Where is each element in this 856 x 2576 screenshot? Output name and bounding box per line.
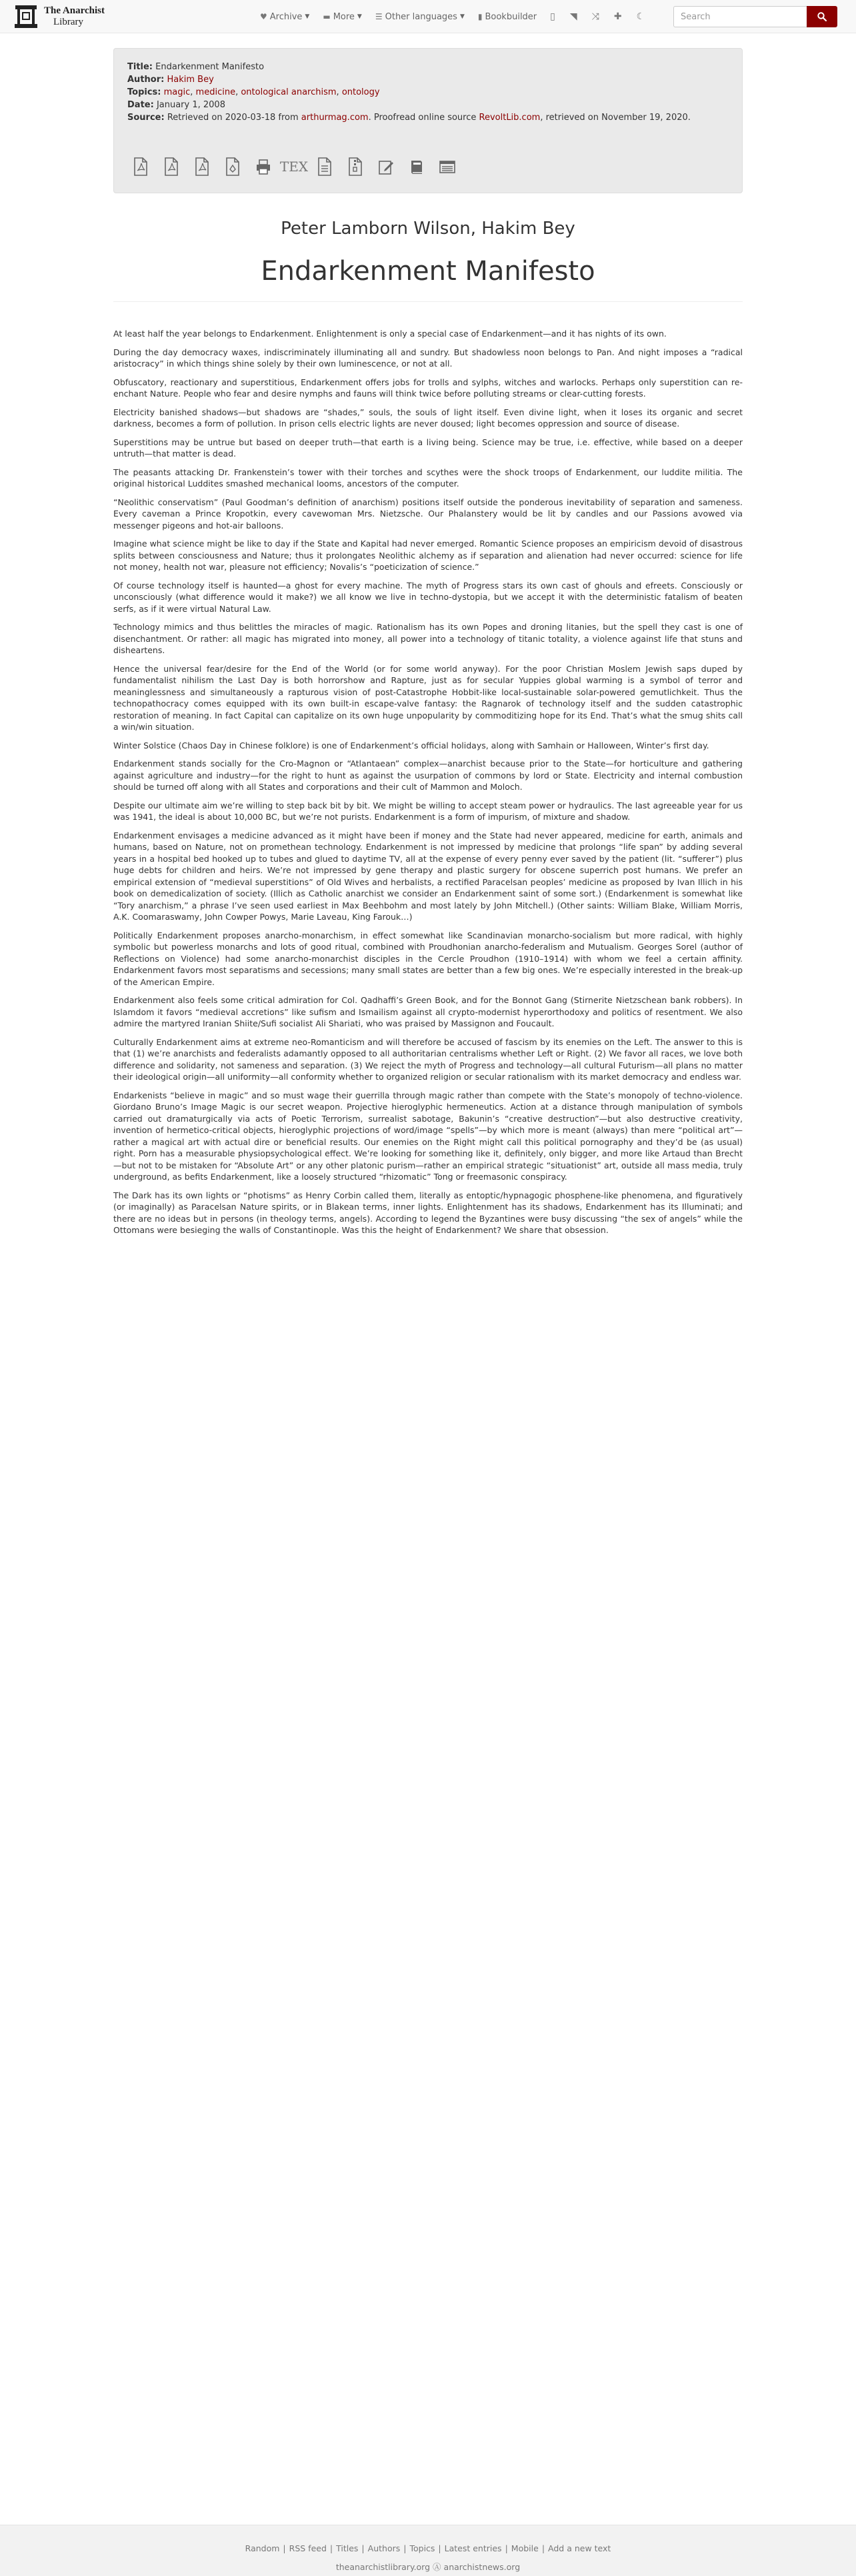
minus-icon: ▬ <box>323 12 331 21</box>
footer-sites <box>0 2561 856 2573</box>
epub-download[interactable] <box>223 157 243 177</box>
author-link[interactable]: Hakim Bey <box>167 75 214 85</box>
book-icon <box>409 157 425 176</box>
a4-pdf-download[interactable] <box>161 157 181 177</box>
paragraph: Culturally Endarkenment aims at extreme neo-Romanticism and will therefore be accused of fascism by its enemies on the Left. The answer to this is that (1) we’re anarchists and federalists adamantly opposed to all authoritarian centralisms whether Left or Right. (2) We favor all races, we love both difference and solidarity, not sameness and separation. (3) We reject the myth of Progress and technology—all cultural Futurism—all plans no matter their ideological origin—all uniformity—all conformity whether to organized religion or secular rationalism with its market democracy and endless war. <box>113 1036 743 1082</box>
paragraph: Of course technology itself is haunted—a ghost for every machine. The myth of Progress stars its own cast of ghouls and efreets. Consciously or unconsciously (what difference would it make?) we all know we live in techno-dystopia, but we accept it with the deterministic fatalism of beaten serfs, as if it were virtual Natural Law. <box>113 580 743 614</box>
meta-source <box>127 111 729 124</box>
paragraph: Endarkenment envisages a medicine advanced as it might have been if money and the State had never appeared, medicine for earth, animals and humans, based on Nature, not on promethean technology. Endarkenment is not impressed by medicine that prolongs “life span” by adding several years in a hospital bed hooked up to tubes and glued to daytime TV, all at the expense of every penny ever saved by the patient (lit. “sufferer”) plus huge debts for children and heirs. We’re not impressed by gene therapy and plastic surgery for obscene superrich post humans. We prefer an empirical extension of “medieval superstitions” of Old Wives and herbalists, a rectified Paracelsan peoples’ medicine as proposed by Ivan Illich in his book on demedicalization of society. (Illich as Catholic anarchist we consider an Endarkenment saint of some sort.) (Endarkenment is somewhat like “Tory anarchism,” a phrase I’ve seen used earliest in Max Beehbohm and most lately by John Mitchell.) (Other saints: William Blake, William Morris, A.K. Coomaraswamy, John Cowper Powys, Marie Laveau, King Farouk…) <box>113 830 743 922</box>
list-view-icon <box>439 157 455 176</box>
paragraph: Endarkenment also feels some critical admiration for Col. Qadhaffi’s Green Book, and for the Bonnot Gang (Stirnerite Nietzschean bank robbers). In Islamdom it favors “medieval accretions” like sufism and Ismailism against all crypto-modernist hyperorthodoxy and politics of resentment. We also admire the martyred Iranian Shiite/Sufi socialist Ali Shariati, who was praised by Massignon and Foucault. <box>113 995 743 1028</box>
nav-menu <box>260 0 659 33</box>
source-link-arthurmag[interactable]: arthurmag.com <box>301 113 369 123</box>
footer-link-add-text[interactable]: Add a new text <box>548 2543 611 2553</box>
epub-file-icon <box>225 157 241 176</box>
paragraph: At least half the year belongs to Endarkenment. Enlightenment is only a special case of Endarkenment—and it has nights of its own. <box>113 329 667 339</box>
paragraph: Winter Solstice (Chaos Day in Chinese folklore) is one of Endarkenment’s official holidays, along with Samhain or Halloween, Winter’s first day. <box>113 740 709 750</box>
print-button[interactable] <box>253 157 273 177</box>
anarchy-a-icon: Ⓐ <box>433 2562 441 2572</box>
date-value: January 1, 2008 <box>156 100 225 110</box>
title-label: Title: <box>127 62 153 72</box>
plain-text-download[interactable] <box>315 157 335 177</box>
source-suffix: , retrieved on November 19, 2020. <box>540 113 691 123</box>
topics-label: Topics: <box>127 87 161 97</box>
languages-menu[interactable] <box>375 12 465 22</box>
page-footer <box>0 2525 856 2576</box>
pdf-download[interactable] <box>131 157 151 177</box>
paragraph: Hence the universal fear/desire for the End of the World (or for some world anyway). For the poor Christian Moslem Jewish saps duped by fundamentalist nihilism the Last Day is both horrorshow and Rapture, just as for secular Yuppies global warming is a symbol of terror and meaninglessness and simultaneously a rapturous vision of post-Catastrophe Hobbit-like local-sustainable solar-powered gemutlichkeit. Thus the technopathocracy comes equipped with its own built-in escape-valve fantasy: the Ragnarok of technology itself and the sudden catastrophic restoration of meaning. In fact Capital can capitalize on its own huge unpopularity by commoditizing hope for its End. That’s what the smug shits call a win/win situation. <box>113 663 743 732</box>
paragraph: Politically Endarkenment proposes anarcho-monarchism, in effect somewhat like Scandinavian monarcho-socialism but more radical, with highly symbolic but powerless monarchs and lots of good ritual, combined with Proudhonian anarcho-federalism and Mutualism. Georges Sorel (author of Reflections on Violence) had some anarcho-monarchist disciples in the Cercle Proudhon (1910–1914) with whom we feel a certain affinity. Endarkenment favors most separatisms and secessions; many small states are better than a few big ones. We’re especially interested in the break-up of the American Empire. <box>113 930 743 987</box>
library-logo-icon <box>13 3 39 30</box>
meta-author <box>127 73 729 86</box>
search-button[interactable] <box>807 6 837 27</box>
source-link-revoltlib[interactable]: RevoltLib.com <box>479 113 541 123</box>
footer-link-topics[interactable]: Topics <box>409 2543 435 2553</box>
brand-line1: The Anarchist <box>44 5 105 16</box>
caret-down-icon: ▼ <box>357 13 362 20</box>
footer-link-latest[interactable]: Latest entries <box>444 2543 502 2553</box>
article-body <box>113 328 743 1243</box>
edit-pencil-icon <box>378 157 394 176</box>
text-info-panel <box>113 48 743 193</box>
source-zip-download[interactable] <box>345 157 365 177</box>
archive-label: Archive <box>269 11 303 22</box>
page-title: Endarkenment Manifesto <box>261 256 595 287</box>
footer-links <box>0 2543 856 2553</box>
search-form <box>673 6 837 27</box>
tex-icon: TEX <box>279 159 309 175</box>
source-prefix: Retrieved on 2020-03-18 from <box>167 113 301 123</box>
moon-icon[interactable]: ☾ <box>636 11 645 22</box>
paragraph: During the day democracy waxes, indiscriminately illuminating all and sundry. But shadowless noon belongs to Pan. And night imposes a “radical aristocracy” in which things shine solely by their own luminescence, or not at all. <box>113 347 743 369</box>
text-file-icon <box>317 157 333 176</box>
bookbuilder-link[interactable] <box>478 12 537 22</box>
footer-link-mobile[interactable]: Mobile <box>511 2543 539 2553</box>
footer-link-rss[interactable]: RSS feed <box>289 2543 327 2553</box>
search-input[interactable] <box>673 6 807 27</box>
tex-download[interactable] <box>279 157 309 177</box>
paragraph: The Dark has its own lights or “photisms” as Henry Corbin called them, literally as entoptic/hypnagogic phosphene-like phenomena, and figuratively (or imaginally) as Paracelsan Nature spirits, or in Blakean terms, inner lights. Enlightenment has its shadows, Endarkenment has its Illuminati; and there are no ideas but in persons (in theology terms, angels). According to legend the Byzantines were busy discussing “the sex of angels” while the Ottomans were besieging the walls of Constantinople. Was this the height of Endarkenment? We share that obsession. <box>113 1190 743 1235</box>
paragraph: The peasants attacking Dr. Frankenstein’s tower with their torches and scythes were the shock troops of Endarkenment, our luddite militia. The original historical Luddites smashed mechanical looms, ancestors of the computer. <box>113 467 743 489</box>
footer-separator: | <box>505 2543 508 2553</box>
meta-date <box>127 99 729 111</box>
paragraph: Endarkenists “believe in magic” and so must wage their guerrilla through magic rather than compete with the State’s monopoly of techno-violence. Giordano Bruno’s Image Magic is our secret weapon. Projective hieroglyphic hermeneutics. Action at a distance through manipulation of symbols carried out dramaturgically via acts of Poetic Terrorism, surrealist sabotage, Bakunin’s “creative destruction”—but also destructive creativity, invention of hermetico-critical objects, hieroglyphic projections of word/image “spells”—by which more is meant (always) than mere “political art”—rather a magical art with actual dire or beneficial results. Our enemies on the Right might call this political pornography and they’d be (as usual) right. Porn has a measurable physiopsychological effect. We’re looking for something like it, definitely, only bigger, and more like Artaud than Brecht—but not to be mistaken for “Absolute Art” or any other platonic purism—rather an empirical strategic “situationist” art, outside all mass media, truly underground, as befits Endarkenment, like a loosely structured “rhizomatic” Tong or freemasonic conspiracy. <box>113 1090 743 1182</box>
topic-link[interactable]: magic <box>163 87 191 97</box>
list-icon: ☰ <box>375 12 383 21</box>
download-icons <box>131 157 468 177</box>
top-navbar <box>0 0 856 33</box>
footer-site-library[interactable]: theanarchistlibrary.org <box>335 2562 431 2572</box>
archive-menu[interactable] <box>260 12 309 22</box>
paragraph: Imagine what science might be like to day if the State and Kapital had never emerged. Romantic Science proposes an empiricism devoid of disastrous splits between consciousness and Nature; thus it prolongates Neolithic alchemy as if separation and alienation had never occurred: science for life not money, health not war, pleasure not efficiency; Novalis’s “poeticization of science.” <box>113 539 743 572</box>
more-menu[interactable] <box>323 12 362 22</box>
topic-link[interactable]: , ontological anarchism <box>235 87 336 97</box>
footer-link-random[interactable]: Random <box>245 2543 280 2553</box>
heart-icon: ♥ <box>260 12 267 21</box>
caret-down-icon: ▼ <box>459 13 465 20</box>
book-icon: ▮ <box>477 12 483 21</box>
pdf-file-icon <box>133 157 149 176</box>
edit-button[interactable] <box>376 157 396 177</box>
title-value: Endarkenment Manifesto <box>155 62 265 72</box>
paragraph: Endarkenment stands socially for the Cro-Magnon or “Atlantaean” complex—anarchist because prior to the State—for horticulture and gathering against agriculture and industry—for the right to hunt as against the usurpation of commons by lord or State. Electricity and internal combustion should be turned off along with all States and corporations and their cult of Mammon and Moloch. <box>113 758 743 792</box>
view-html[interactable] <box>437 157 457 177</box>
letter-pdf-download[interactable] <box>192 157 212 177</box>
languages-label: Other languages <box>385 11 457 22</box>
pdf-a4-file-icon <box>163 157 179 176</box>
topic-link[interactable]: , medicine <box>190 87 235 97</box>
paragraph: Technology mimics and thus belittles the miracles of magic. Rationalism has its own Popes and droning litanies, but the spell they cast is one of disenchantment. Or rather: all magic has migrated into money, all power into a technology of titanic totality, a violence against life that stuns and disheartens. <box>113 622 743 655</box>
footer-site-news[interactable]: anarchistnews.org <box>443 2562 521 2572</box>
paragraph: Obfuscatory, reactionary and superstitious, Endarkenment offers jobs for trolls and sylphs, witches and warlocks. Perhaps only superstition can re-enchant Nature. People who fear and desire nymphs and fauns will think twice before polluting streams or clear-cutting forests. <box>113 377 743 399</box>
footer-separator: | <box>438 2543 441 2553</box>
add-to-bookbuilder[interactable] <box>407 157 427 177</box>
source-middle: . Proofread online source <box>368 113 479 123</box>
footer-separator: | <box>283 2543 286 2553</box>
footer-link-authors[interactable]: Authors <box>367 2543 401 2553</box>
date-label: Date: <box>127 100 154 110</box>
author-heading: Peter Lamborn Wilson, Hakim Bey <box>281 219 575 239</box>
paragraph: Superstitions may be untrue but based on deeper truth—that earth is a living being. Science may be true, i.e. effective, while based on a deeper untruth—that matter is dead. <box>113 437 743 459</box>
paragraph: “Neolithic conservatism” (Paul Goodman’s definition of anarchism) positions itself outside the ponderous inevitability of separation and sameness. Every caveman a Prince Kropotkin, every cavewoman Mrs. Nietzsche. Our Phalanstery would be lit by candles and our Passions avowed via messenger pigeons and hot-air balloons. <box>113 497 743 531</box>
caret-down-icon: ▼ <box>305 13 310 20</box>
pdf-letter-file-icon <box>194 157 210 176</box>
rss-icon[interactable]: ◥ <box>569 11 577 22</box>
more-label: More <box>333 11 355 22</box>
source-label: Source: <box>127 113 165 123</box>
footer-link-titles[interactable]: Titles <box>336 2543 359 2553</box>
mobile-icon[interactable]: ▯ <box>550 11 555 22</box>
footer-separator: | <box>329 2543 333 2553</box>
paragraph: Despite our ultimate aim we’re willing to step back bit by bit. We might be willing to accept steam power or hydraulics. The last agreeable year for us was 1941, the ideal is about 10,000 BC, but we’re not purists. Endarkenment is a form of impurism, of mixture and shadow. <box>113 800 743 822</box>
footer-separator: | <box>361 2543 365 2553</box>
brand-link[interactable] <box>13 3 105 30</box>
title-divider <box>113 301 743 302</box>
archive-file-icon <box>347 157 363 176</box>
author-label: Author: <box>127 75 165 85</box>
topic-link[interactable]: , ontology <box>337 87 380 97</box>
search-icon <box>817 12 827 21</box>
brand-line2: Library <box>53 17 83 27</box>
brand-text <box>44 5 105 28</box>
footer-separator: | <box>403 2543 407 2553</box>
meta-topics <box>127 86 729 99</box>
printer-icon <box>255 157 271 176</box>
meta-title <box>127 61 729 73</box>
random-shuffle-icon[interactable]: ⤨ <box>591 11 599 22</box>
paragraph: Electricity banished shadows—but shadows are “shades,” souls, the souls of light itself. Even divine light, when it loses its organic and secret darkness, becomes a form of pollution. In prison cells electric lights are never doused; light becomes oppression and source of disease. <box>113 407 743 429</box>
footer-separator: | <box>541 2543 545 2553</box>
bookbuilder-label: Bookbuilder <box>485 11 537 22</box>
add-plus-icon[interactable]: ✚ <box>613 11 622 22</box>
